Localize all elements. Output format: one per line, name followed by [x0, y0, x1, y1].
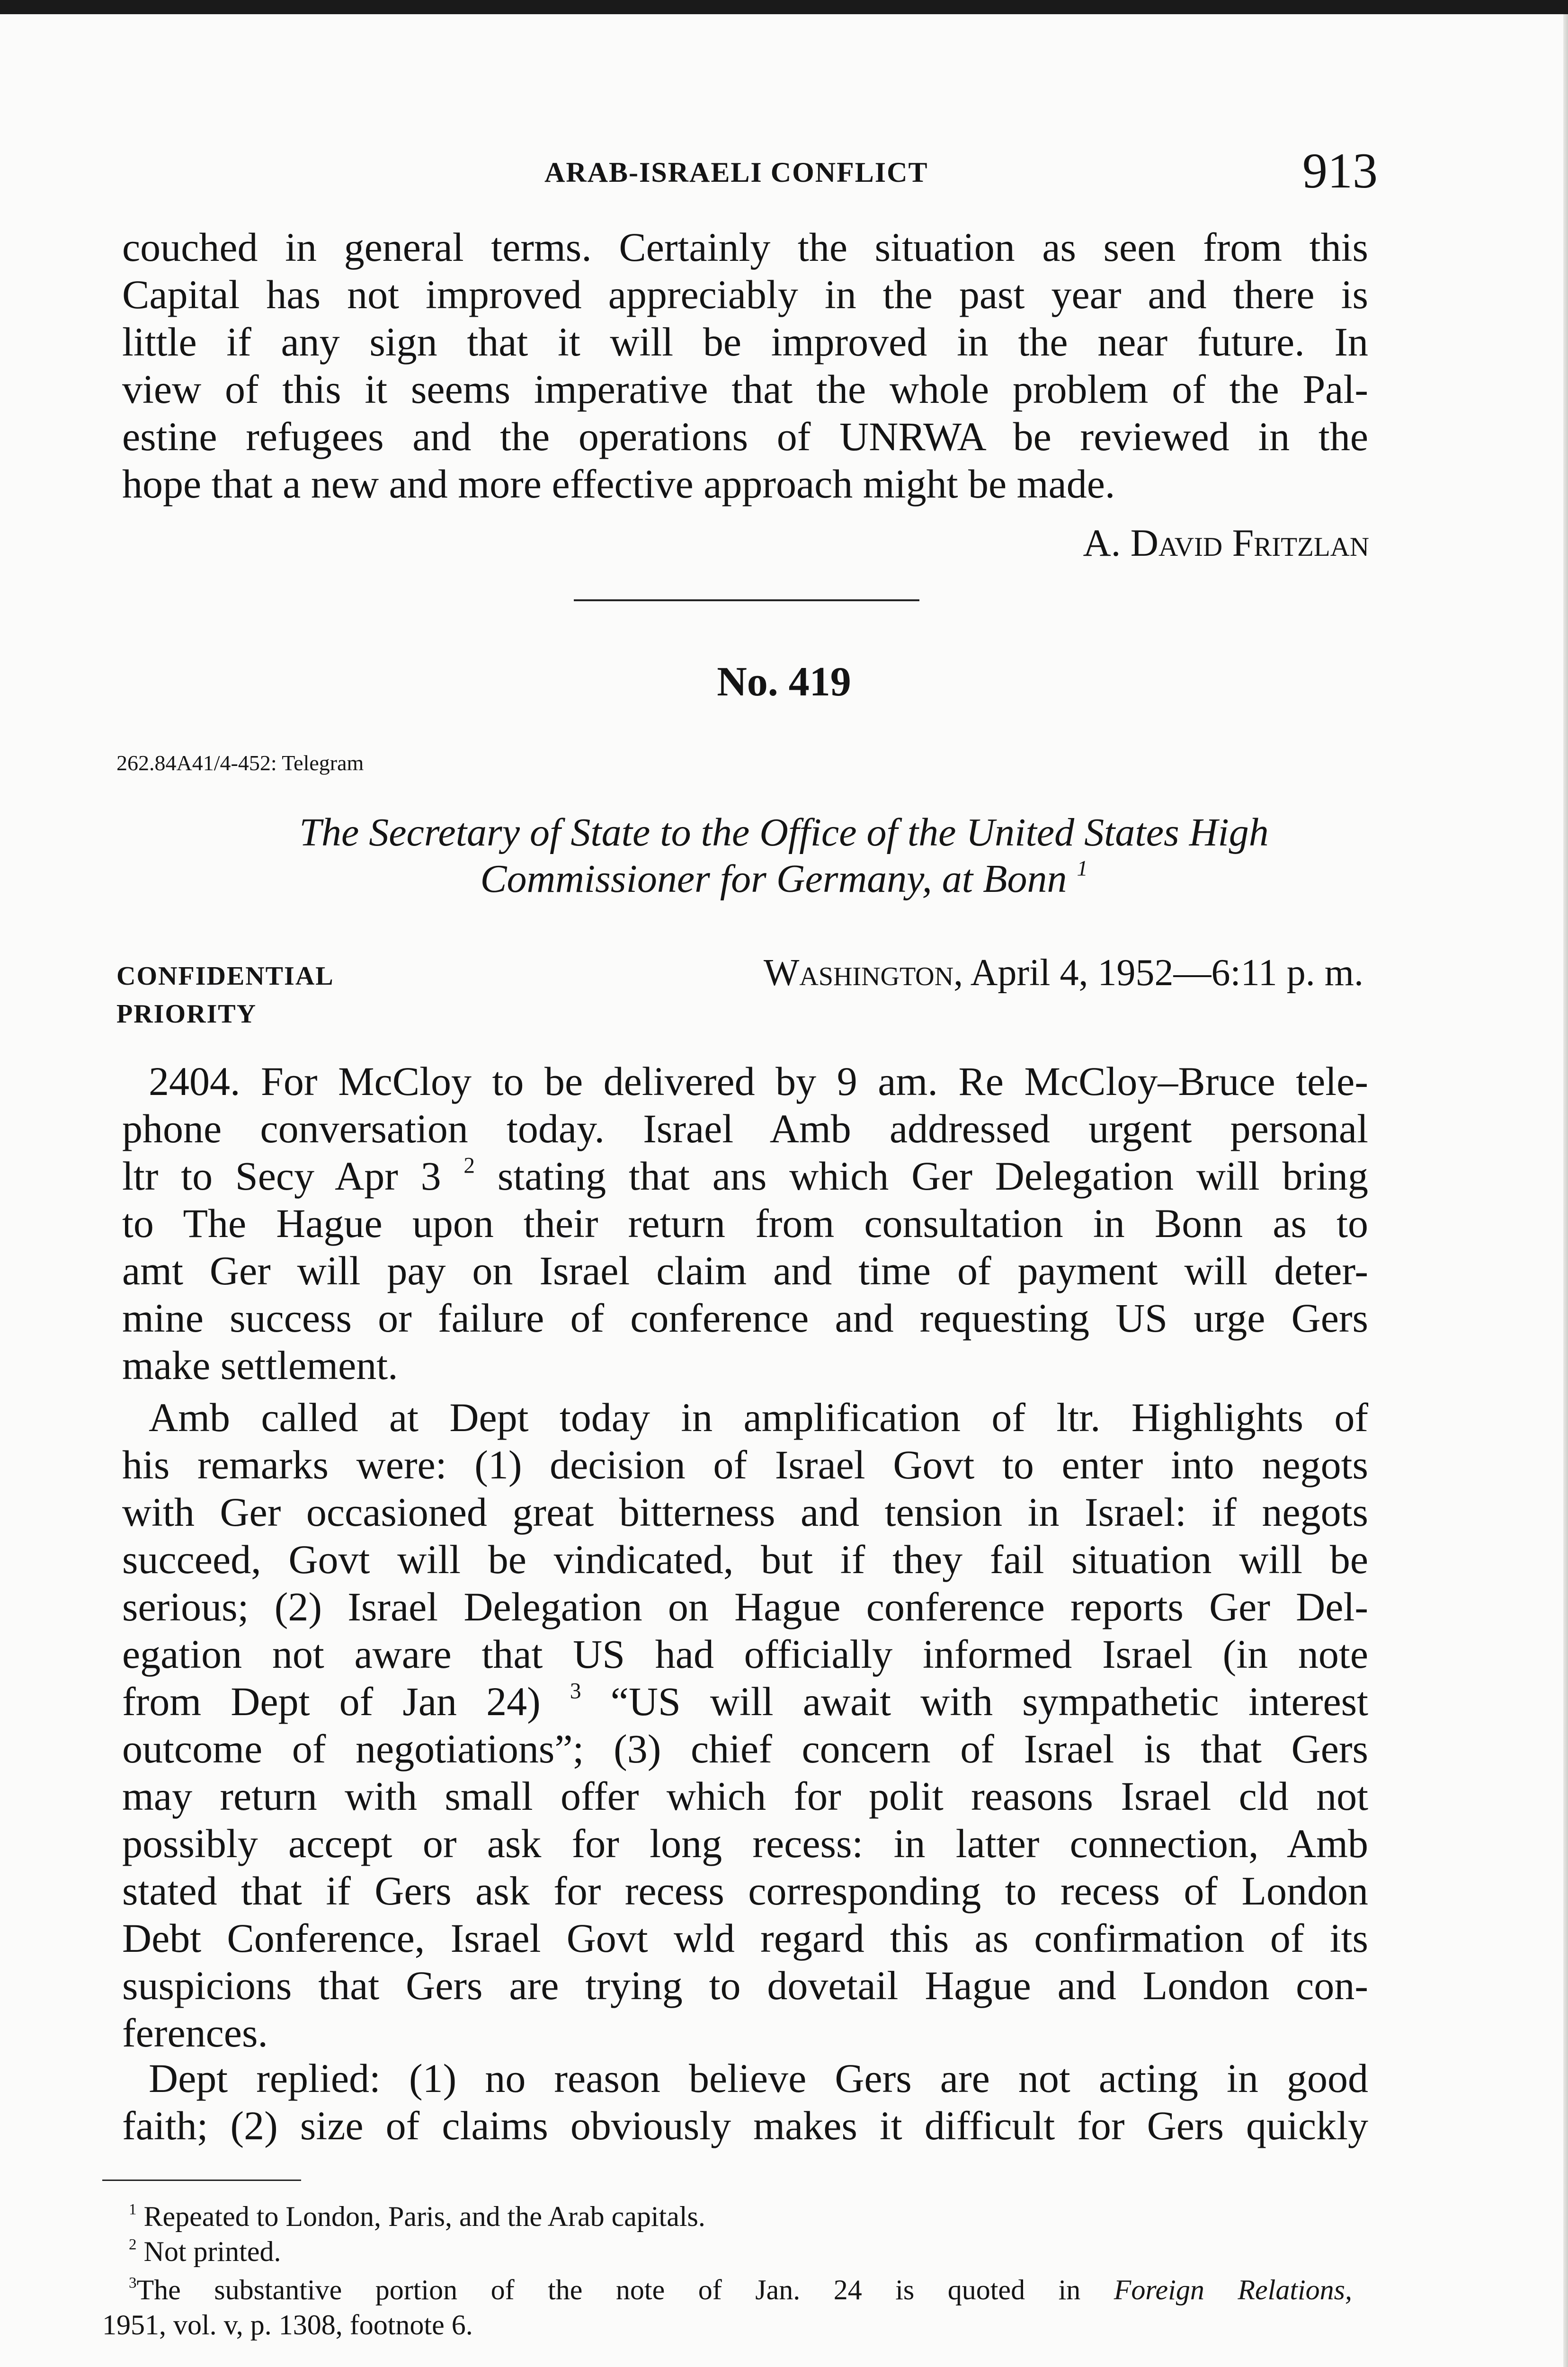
footnote-mark: 1 — [129, 2201, 137, 2218]
body-paragraph-1 — [122, 1058, 1368, 1389]
scan-right-edge — [1563, 14, 1568, 2367]
document-title — [0, 810, 1568, 902]
footnote-line — [102, 2234, 1352, 2269]
text-line: his remarks were: (1) decision of Israel Govt to enter into negots — [122, 1442, 1368, 1487]
scan-top-border — [0, 0, 1568, 14]
section-divider — [574, 599, 919, 601]
text-line: ferences. — [122, 2010, 268, 2056]
footnote-divider — [102, 2180, 301, 2181]
previous-document-closing-paragraph — [122, 223, 1368, 507]
text-line — [122, 1152, 1368, 1200]
text-line: stated that if Gers ask for recess corresponding to recess of London — [122, 1868, 1368, 1913]
title-line-1: The Secretary of State to the Office of the United States High — [299, 810, 1269, 854]
text-line: with Ger occasioned great bitterness and tension in Israel: if negots — [122, 1489, 1368, 1535]
text-line: suspicions that Gers are trying to dovetail Hague and London con- — [122, 1963, 1368, 2008]
text-segment: ltr to Secy Apr 3 — [122, 1153, 464, 1199]
page-number: 913 — [1302, 143, 1378, 198]
text-line: Dept replied: (1) no reason believe Gers are not acting in good — [149, 2056, 1368, 2101]
text-line: serious; (2) Israel Delegation on Hague conference reports Ger Del- — [122, 1584, 1368, 1629]
title-line-2-text: Commissioner for Germany, at Bonn — [480, 857, 1067, 901]
text-line: phone conversation today. Israel Amb addressed urgent personal — [122, 1106, 1368, 1151]
footnote-2 — [102, 2234, 1352, 2269]
document-number: No. 419 — [717, 659, 851, 705]
text-line: faith; (2) size of claims obviously makes it difficult for Gers quickly — [122, 2103, 1368, 2148]
text-line: Amb called at Dept today in amplification of ltr. Highlights of — [149, 1395, 1368, 1440]
footnote-line — [102, 2272, 1352, 2307]
text-line: 2404. For McCloy to be delivered by 9 am. Re McCloy–Bruce tele- — [149, 1059, 1368, 1104]
dateline-date: , April 4, 1952—6:11 p. m. — [953, 952, 1363, 994]
text-line: Capital has not improved appreciably in the past year and there is — [122, 272, 1368, 317]
text-line: estine refugees and the operations of UNRWA be reviewed in the — [122, 414, 1368, 459]
footnote-italic-title: Foreign Relations, — [1114, 2274, 1353, 2305]
footnote-text: Repeated to London, Paris, and the Arab capitals. — [143, 2201, 705, 2232]
text-line: amt Ger will pay on Israel claim and time of payment will deter- — [122, 1248, 1368, 1293]
text-segment: “US will await with sympathetic interest — [581, 1679, 1368, 1724]
footnote-mark: 3 — [129, 2274, 137, 2292]
text-line — [122, 1678, 1368, 1725]
classification: CONFIDENTIAL — [116, 961, 334, 991]
text-segment: stating that ans which Ger Delegation will bring — [475, 1153, 1368, 1199]
text-line: succeed, Govt will be vindicated, but if they fail situation will be — [122, 1537, 1368, 1582]
footnote-ref-2: 2 — [463, 1153, 475, 1178]
footnote-mark: 2 — [129, 2236, 137, 2253]
footnote-text: The substantive portion of the note of Jan. 24 is quoted in — [136, 2274, 1081, 2305]
text-line: Debt Conference, Israel Govt wld regard this as confirmation of its — [122, 1915, 1368, 1961]
footnote-line: 1951, vol. v, p. 1308, footnote 6. — [102, 2309, 473, 2340]
text-line: view of this it seems imperative that the whole problem of the Pal- — [122, 366, 1368, 412]
footnote-ref-3: 3 — [570, 1679, 581, 1704]
text-line: couched in general terms. Certainly the situation as seen from this — [122, 224, 1368, 270]
file-reference: 262.84A41/4-452: Telegram — [116, 751, 364, 775]
dateline — [653, 952, 1363, 995]
footnote-text: Not printed. — [143, 2236, 281, 2267]
text-line: possibly accept or ask for long recess: in latter connection, Amb — [122, 1821, 1368, 1866]
text-line: outcome of negotiations”; (3) chief concern of Israel is that Gers — [122, 1726, 1368, 1771]
body-paragraph-3 — [122, 2055, 1368, 2149]
footnote-ref-1: 1 — [1077, 856, 1088, 881]
text-line: may return with small offer which for polit reasons Israel cld not — [122, 1773, 1368, 1819]
text-line: hope that a new and more effective approach might be made. — [122, 461, 1115, 507]
dateline-place: Washington — [763, 952, 954, 994]
footnote-3 — [102, 2272, 1352, 2342]
title-line-2 — [0, 856, 1568, 902]
text-segment: from Dept of Jan 24) — [122, 1679, 570, 1724]
text-line: egation not aware that US had officially informed Israel (in note — [122, 1631, 1368, 1677]
footnote-1 — [102, 2199, 1352, 2234]
footnote-line — [102, 2199, 1352, 2234]
text-line: to The Hague upon their return from consultation in Bonn as to — [122, 1201, 1368, 1246]
text-line: little if any sign that it will be improved in the near future. In — [122, 319, 1368, 365]
precedence: PRIORITY — [116, 999, 257, 1029]
text-line: make settlement. — [122, 1343, 398, 1388]
body-paragraph-2 — [122, 1394, 1368, 2056]
text-line: mine success or failure of conference and requesting US urge Gers — [122, 1295, 1368, 1341]
signature: A. David Fritzlan — [1083, 521, 1369, 564]
running-header-title: ARAB-ISRAELI CONFLICT — [544, 157, 928, 188]
